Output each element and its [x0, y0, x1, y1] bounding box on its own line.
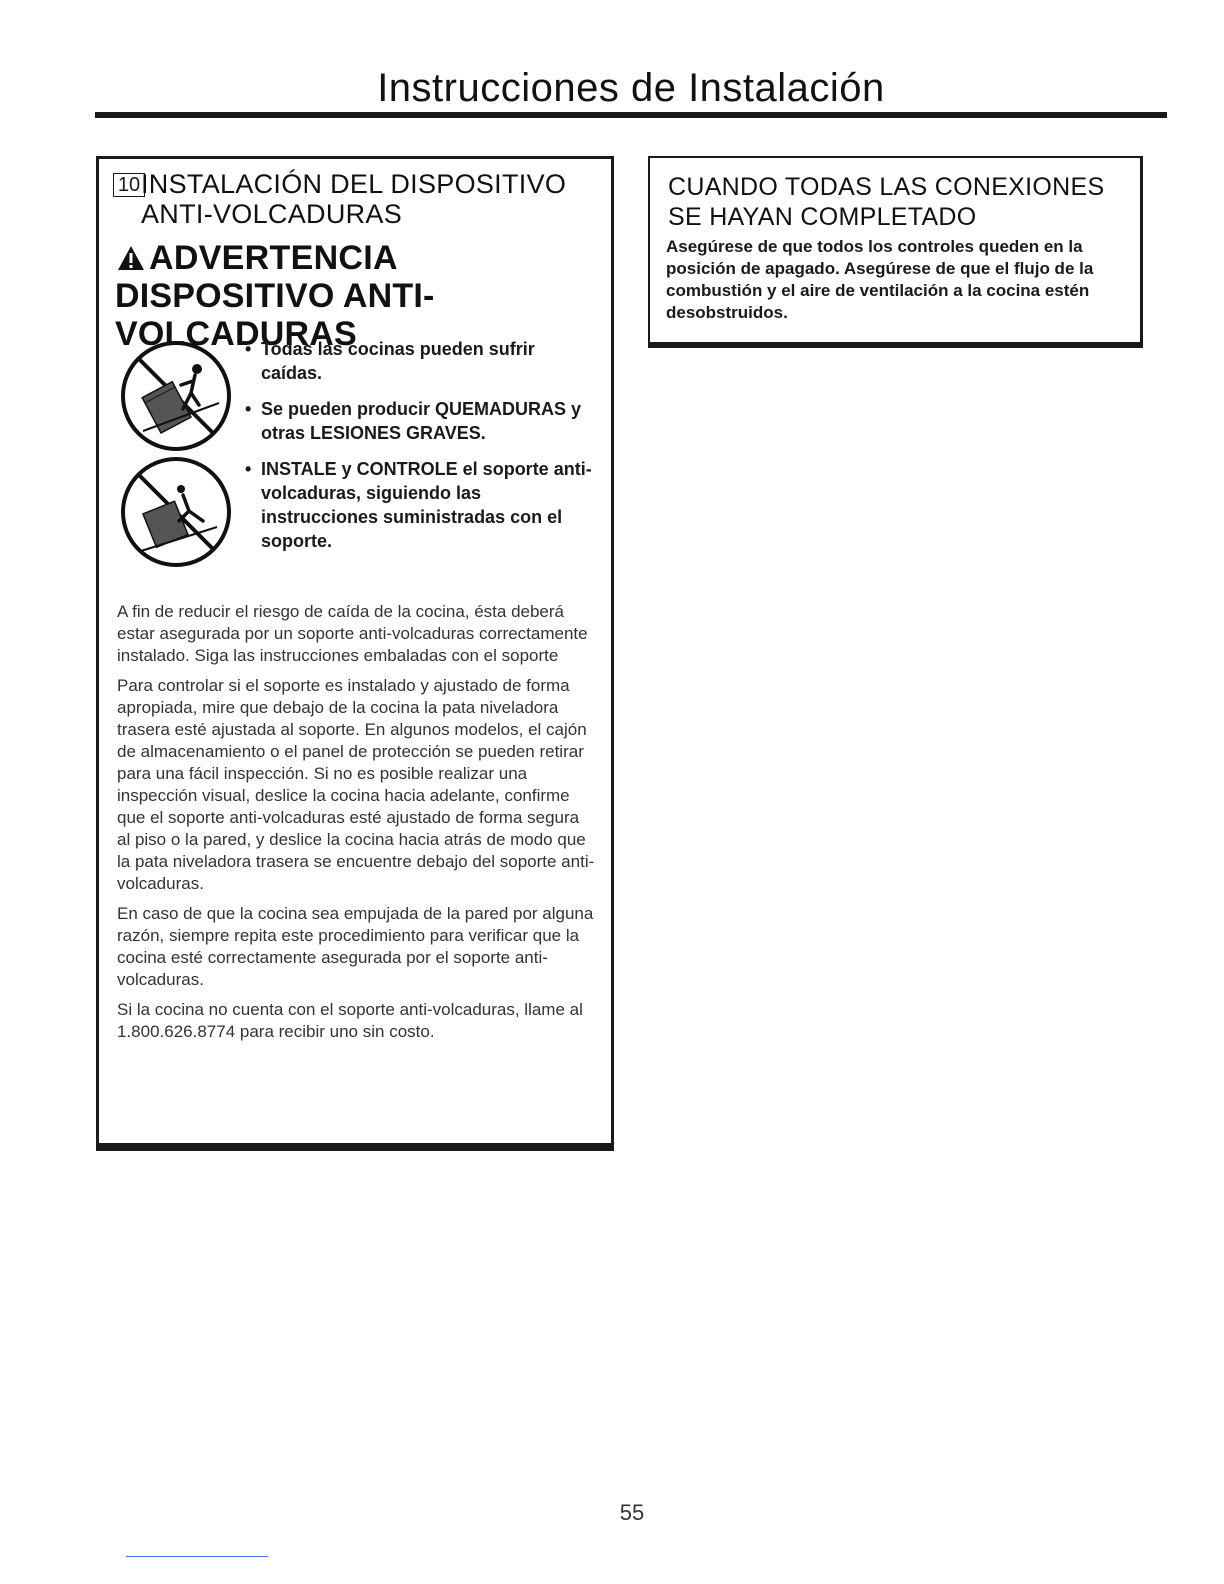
- footer-divider: [126, 1556, 268, 1557]
- step-title: INSTALACIÓN DEL DISPOSITIVO ANTI-VOLCADURAS: [141, 169, 567, 229]
- paragraph: A fin de reducir el riesgo de caída de la cocina, ésta deberá estar asegurada por un soporte anti-volcaduras correctamente instalado. Siga las instrucciones embaladas con el soporte: [117, 602, 588, 665]
- warning-subtitle: DISPOSITIVO ANTI-VOLCADURAS: [115, 277, 435, 353]
- anti-tip-section: [96, 156, 614, 1151]
- tip-over-prohibited-icon: [119, 339, 233, 458]
- instructions-body: [117, 601, 595, 1051]
- paragraph: Si la cocina no cuenta con el soporte anti-volcaduras, llame al 1.800.626.8774 para recibir uno sin costo.: [117, 1000, 583, 1041]
- warning-label: ADVERTENCIA: [149, 239, 398, 277]
- list-item: • Se pueden producir QUEMADURAS y otras LESIONES GRAVES.: [243, 397, 593, 445]
- paragraph: Para controlar si el soporte es instalado y ajustado de forma apropiada, mire que debajo de la cocina la pata niveladora trasera esté ajustada al soporte. En algunos modelos, el cajón de almacenamiento o el panel de protección se pueden retirar para una fácil inspección. Si no es posible realizar una inspección visual, deslice la cocina hacia adelante, confirme que el soporte anti-volcaduras esté ajustado de forma segura al piso o la pared, y deslice la cocina hacia atrás de modo que la pata niveladora trasera se encuentre debajo del soporte anti-volcaduras.: [117, 676, 595, 893]
- title-divider: [95, 112, 1167, 118]
- connections-complete-section: [648, 156, 1143, 348]
- list-item: • INSTALE y CONTROLE el soporte anti-volcaduras, siguiendo las instrucciones suministradas con el soporte.: [243, 457, 593, 553]
- page-number: 55: [619, 1500, 645, 1525]
- list-item: • Todas las cocinas pueden sufrir caídas.: [243, 337, 593, 385]
- paragraph: En caso de que la cocina sea empujada de la pared por alguna razón, siempre repita este procedimiento para verificar que la cocina esté correctamente asegurada por el soporte anti-volcaduras.: [117, 904, 594, 989]
- section-title: CUANDO TODAS LAS CONEXIONES SE HAYAN COMPLETADO: [668, 173, 1105, 231]
- step-number-badge: 10: [113, 173, 145, 197]
- page-title: Instrucciones de Instalación: [377, 66, 885, 110]
- warning-triangle-icon: [117, 241, 145, 279]
- section-body: Asegúrese de que todos los controles queden en la posición de apagado. Asegúrese de que el flujo de la combustión y el aire de ventilación a la cocina estén desobstruidos.: [666, 237, 1094, 322]
- tip-over-prohibited-icon: [119, 455, 233, 574]
- warning-bullet-list: [243, 337, 593, 565]
- warning-heading: [117, 239, 398, 279]
